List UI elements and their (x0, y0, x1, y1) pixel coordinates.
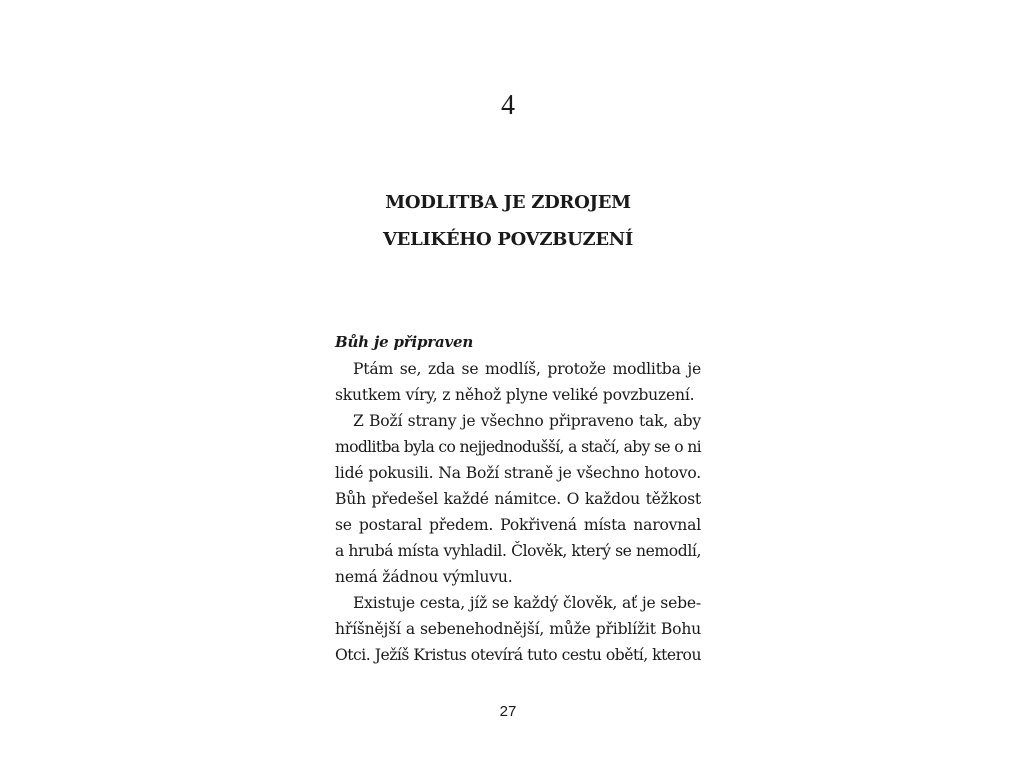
text-line: lidé pokusili. Na Boží straně je všechno hotovo. (335, 464, 701, 482)
text-line: se postaral předem. Pokřivená místa narovnal (335, 516, 701, 534)
chapter-title-line-1: MODLITBA JE ZDROJEM (385, 192, 631, 213)
body-text (335, 330, 701, 668)
text-line: Otci. Ježíš Kristus otevírá tuto cestu obětí, kterou (335, 646, 701, 664)
page-number: 27 (499, 703, 517, 720)
text-line: modlitba byla co nejjednodušší, a stačí, aby se o ni (335, 438, 701, 456)
paragraph-lines (335, 356, 701, 668)
chapter-title-line-2: VELIKÉHO POVZBUZENÍ (382, 229, 634, 250)
text-line: Existuje cesta, jíž se každý člověk, ať je sebe- (353, 594, 701, 612)
text-line: hříšnější a sebenehodnější, může přiblížit Bohu (335, 620, 701, 638)
section-heading: Bůh je připraven (335, 333, 474, 351)
text-line: Z Boží strany je všechno připraveno tak, aby (353, 412, 701, 430)
text-line: Bůh předešel každé námitce. O každou těžkost (335, 490, 701, 508)
text-line: skutkem víry, z něhož plyne veliké povzbuzení. (335, 386, 695, 404)
text-line: Ptám se, zda se modlíš, protože modlitba je (353, 360, 701, 378)
chapter-number: 4 (501, 90, 515, 121)
text-line: nemá žádnou výmluvu. (335, 568, 513, 586)
text-line: a hrubá místa vyhladil. Člověk, který se nemodlí, (335, 542, 701, 560)
